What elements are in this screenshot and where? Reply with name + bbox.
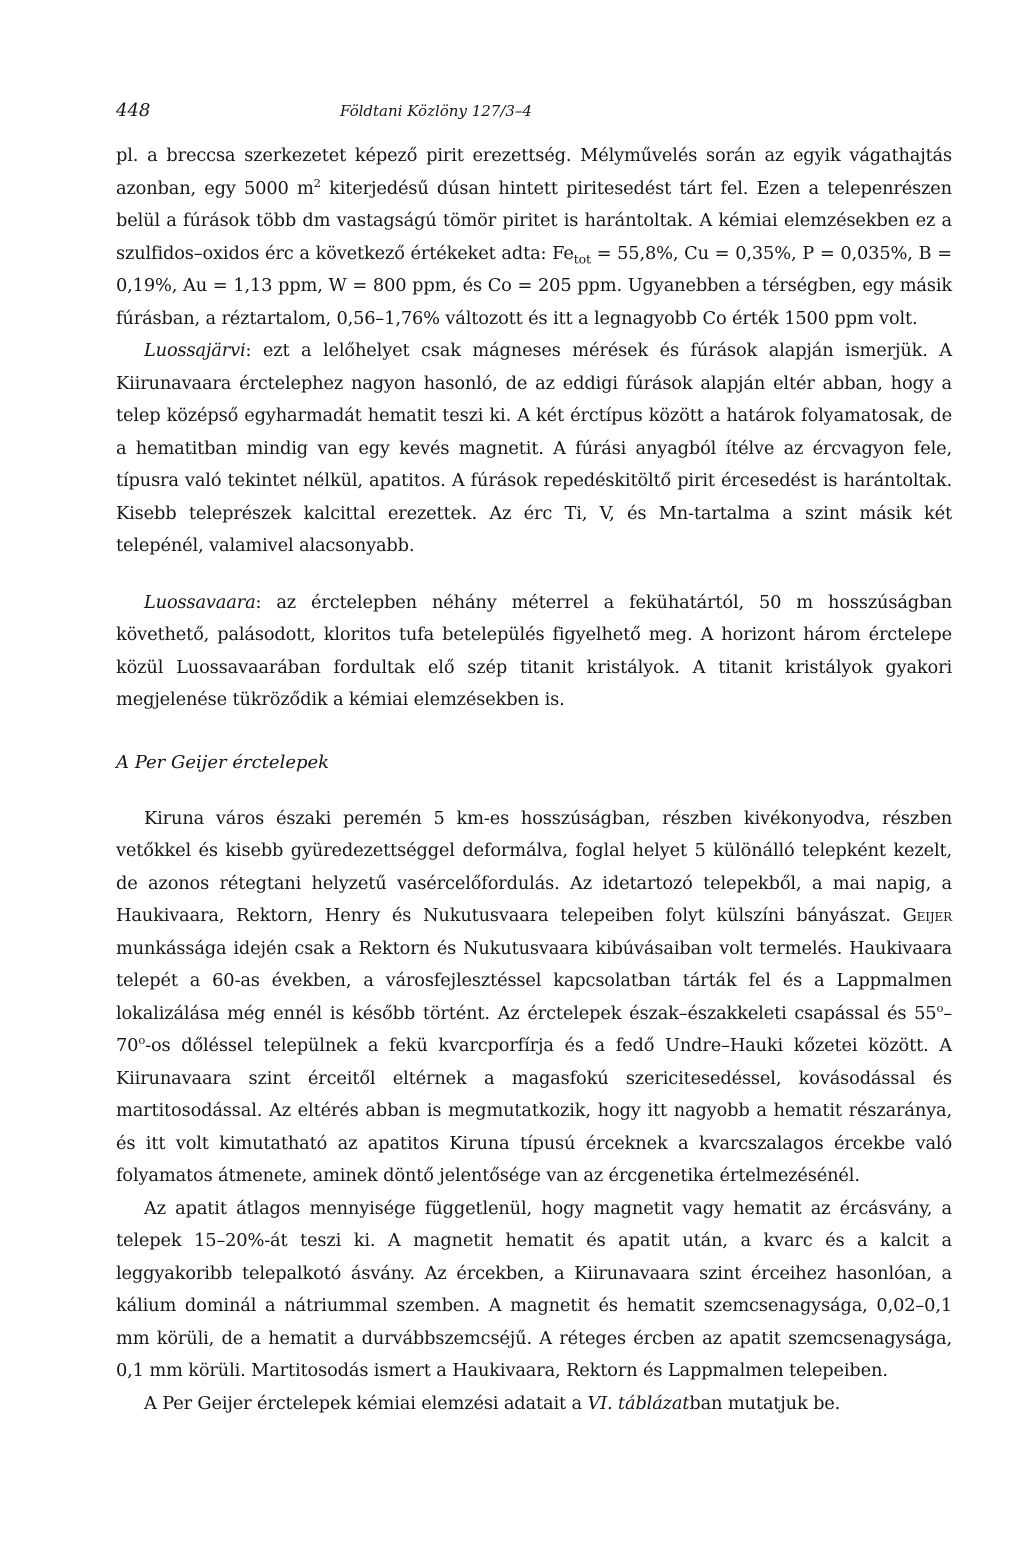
- table-reference: VI. táblázat: [587, 1392, 690, 1414]
- spacer: [116, 779, 952, 803]
- page-number: 448: [116, 100, 151, 121]
- spacer: [116, 717, 952, 747]
- paragraph-6: [116, 1388, 952, 1421]
- author-name: Geijer: [902, 905, 952, 926]
- text-run: Kiruna város északi peremén 5 km-es hosszúságban, részben kivékonyodva, részben vetőkkel és kisebb gyüredezettséggel deformálva, foglal helyet 5 különálló telepként kezelt, de azonos rétegtani helyzetű vasércelőfordulás. Az idetartozó telepekből, a mai napig, a Haukivaara, Rektorn, Henry és Nukutusvaara telepeiben folyt külszíni bányászat.: [116, 807, 952, 926]
- text-run: ban mutatjuk be.: [689, 1392, 841, 1414]
- text-run: -os dőléssel települnek a fekü kvarcporfírja és a fedő Undre–Hauki kőzetei között. A Kiirunavaara szint érceitől eltérnek a magasfokú szericitesedéssel, kovásodással és martitosodással. Az eltérés abban is megmutatkozik, hogy itt nagyobb a hematit részaránya, és itt volt kimutatható az apatitos Kiruna típusú érceknek a kvarcszalagos ércekbe való folyamatos átmenete, aminek döntő jelentősége van az ércgenetika értelmezésénél.: [116, 1035, 952, 1186]
- text-run: pl. a breccsa szerkezetet képező pirit erezettség. Mélyművelés során az egyik vágathajtás azonban, egy 5000 m: [116, 145, 952, 199]
- text-run: = 55,8%, Cu = 0,35%, P = 0,035%, B = 0,19%, Au = 1,13 ppm, W = 800 ppm, és Co = 205 ppm. Ugyanebben a térségben, egy másik fúrásban, a réztartalom, 0,56–1,76% változott és itt a legnagyobb Co érték 1500 ppm volt.: [116, 242, 952, 329]
- text-run: kiterjedésű dúsan hintett piritesedést tárt fel. Ezen a telepenrészen belül a fúrások több dm vastagságú tömör piritet is harántoltak. A kémiai elemzésekben ez a szulfidos–oxidos érc a következő értékeket adta: Fe: [116, 177, 952, 264]
- text-run: –70: [116, 1002, 952, 1056]
- paragraph-4: [116, 803, 952, 1193]
- paragraph-luossajarvi: [116, 335, 952, 563]
- paragraph-5: Az apatit átlagos mennyisége függetlenül, hogy magnetit vagy hematit az ércásvány, a telepek 15–20%-át teszi ki. A magnetit hematit és apatit után, a kvarc és a kalcit a leggyakoribb telepalkotó ásvány. Az ércekben, a Kiirunavaara szint érceihez hasonlóan, a kálium dominál a nátriummal szemben. A magnetit és hematit szemcsenagysága, 0,02–0,1 mm körüli, de a hematit a durvábbszemcséjű. A réteges ércben az apatit szemcsenagysága, 0,1 mm körüli. Martitosodás ismert a Haukivaara, Rektorn és Lappmalmen telepeiben.: [116, 1197, 952, 1381]
- journal-title: Földtani Közlöny 127/3–4: [340, 102, 532, 120]
- spacer: [116, 563, 952, 587]
- locality-name: Luossajärvi: [144, 340, 246, 361]
- section-title: A Per Geijer érctelepek: [116, 751, 330, 773]
- degree-sign: o: [138, 1033, 146, 1048]
- paragraph-luossavaara: [116, 587, 952, 717]
- paragraph-1: [116, 140, 952, 335]
- locality-name: Luossavaara: [144, 591, 256, 613]
- text-run: : ezt a lelőhelyet csak mágneses mérések és fúrások alapján ismerjük. A Kiirunavaara érctelephez nagyon hasonló, de az eddigi fúrások alapján eltér abban, hogy a telep középső egyharmadát hematit teszi ki. A két érctípus között a határok folyamatosak, de a hematitban mindig van egy kevés magnetit. A fúrási anyagból ítélve az ércvagyon fele, típusra való tekintet nélkül, apatitos. A fúrások repedéskitöltő pirit ércesedést is harántoltak. Kisebb teleprészek kalcittal erezettek. Az érc Ti, V, és Mn-tartalma a szint másik két telepénél, valamivel alacsonyabb.: [116, 340, 952, 556]
- text-run: : az érctelepben néhány méterrel a fekühatártól, 50 m hosszúságban követhető, palásodott, kloritos tufa betelepülés figyelhető meg. A horizont három érctelepe közül Luossavaarában fordultak elő szép titanit kristályok. A titanit kristályok gyakori megjelenése tükröződik a kémiai elemzésekben is.: [116, 591, 952, 710]
- page: [116, 100, 952, 1420]
- superscript: 2: [313, 175, 321, 190]
- subscript: tot: [573, 251, 591, 267]
- text-run: A Per Geijer érctelepek kémiai elemzési adatait a: [144, 1392, 588, 1414]
- degree-sign: o: [936, 1000, 944, 1015]
- text-run: munkássága idején csak a Rektorn és Nukutusvaara kibúvásaiban volt termelés. Haukivaara telepét a 60-as években, a városfejlesztéssel kapcsolatban tárták fel és a Lappmalmen lokalizálása még ennél is később történt. Az érctelepek észak–északkeleti csapással és 55: [116, 937, 952, 1024]
- page-header: [116, 100, 952, 140]
